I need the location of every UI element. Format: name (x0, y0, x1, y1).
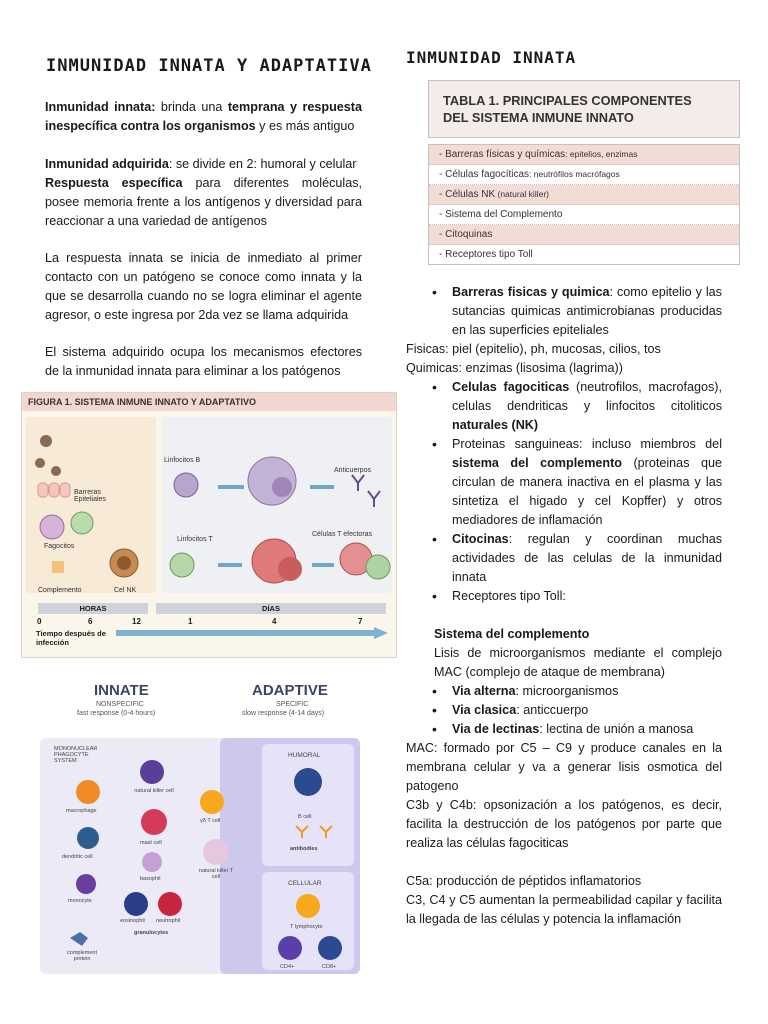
innate-sub2: fast response (0-4 hours) (77, 710, 156, 717)
term: naturales (NK) (452, 418, 539, 432)
text: : regulan y coordinan muchas actividades de las celulas de la inmunidad innata (452, 532, 722, 584)
adaptive-heading: ADAPTIVE (252, 682, 328, 699)
label-complemento: Complemento (38, 587, 82, 594)
table-1-header (428, 80, 740, 138)
label-cd8: CD8+ (322, 964, 337, 970)
row-term: - Citoquinas (439, 229, 493, 240)
text: : anticcuerpo (516, 703, 589, 717)
text: para diferentes moléculas, posee memoria frente a los antígenos y diversidad para reaccionar a una variedad de antígenos (45, 176, 362, 228)
term: Barreras fisicas y quimica (452, 285, 610, 299)
label-mono: MONONUCLEAR PHAGOCYTE SYSTEM (54, 746, 98, 764)
bullet-toll: • Receptores tipo Toll: (428, 587, 722, 606)
axis-tick-0: 0 (37, 617, 42, 626)
label-mast: mast cell (140, 840, 162, 846)
label-basophil: basophil (140, 876, 161, 882)
row-text: (natural killer) (495, 189, 549, 199)
label-monocyte: monocyte (68, 898, 92, 904)
table-row (429, 225, 739, 245)
via-item (428, 682, 722, 701)
figure-1-illustration (22, 415, 396, 595)
text: Proteinas sanguineas: incluso miembros del (452, 437, 722, 451)
table-1-title: TABLA 1. PRINCIPALES COMPONENTES DEL SISTEMA INMUNE INNATO (443, 93, 692, 125)
text: (neutrofilos, macrofagos), celulas dendriticas y linfocitos citoliticos (452, 380, 722, 413)
axis-tick-1: 1 (188, 617, 193, 626)
adaptive-sub2: slow response (4-14 days) (242, 710, 325, 717)
figure-1 (21, 392, 397, 658)
label-nkt: natural killer T cell (198, 868, 234, 880)
label-bcell: B cell (298, 814, 312, 820)
label-barreras: Barreras Epiteliales (74, 489, 106, 503)
row-term: - Sistema del Complemento (439, 209, 563, 220)
label-linfocitos-b: Linfocitos B (164, 457, 201, 464)
row-term: - Células NK (439, 189, 496, 200)
innate-sub1: NONSPECIFIC (96, 701, 144, 708)
label-celulas-t: Células T efectoras (312, 531, 373, 538)
term: Via clasica (452, 703, 517, 717)
right-title: INMUNIDAD INNATA (406, 48, 577, 67)
paragraph-respuesta: La respuesta innata se inicia de inmediato al primer contacto con un patógeno se conoce como innata y la que se desarrolla cuando no se logra eliminar el agente agresor, o este ingresa por 2da vez se llama adquirida (45, 251, 362, 322)
c3b-paragraph: C3b y C4b: opsonización a los patógenos, es decir, facilita la destrucción de los patógenos por parte que realiza las células fagociticas (406, 798, 722, 850)
text: (proteinas que circulan de manera inactiva en el plasma y las sintetiza el higado y cel Kopffer) y otros mediadores de inflamación (452, 456, 722, 527)
row-text: : epitelios, enzimas (565, 149, 638, 159)
term-adquirida: Inmunidad adquirida (45, 157, 169, 171)
text: : microorganismos (515, 684, 619, 698)
label-cd4: CD4+ (280, 964, 295, 970)
row-term: - Células fagocíticas (439, 169, 530, 180)
figure-2 (40, 676, 362, 976)
complemento-block (406, 625, 722, 682)
term: sistema del complemento (452, 456, 622, 470)
axis-tick-7: 7 (358, 617, 363, 626)
text: brinda una (155, 100, 228, 114)
mac-paragraph: MAC: formado por C5 – C9 y produce canales en la membrana celular y va a generar lisis osmotica del patogeno (406, 741, 722, 793)
table-row (429, 185, 739, 205)
label-cellular: CELLULAR (288, 880, 322, 887)
c3c4c5-paragraph: C3, C4 y C5 aumentan la permeabilidad capilar y facilita la llegada de las células y potencia la inflamación (406, 893, 722, 926)
axis-bar-dias: DÍAS (156, 603, 386, 614)
table-row (429, 205, 739, 225)
complemento-title: Sistema del complemento (434, 627, 590, 641)
bullet-citocinas (428, 530, 722, 587)
paragraph-innata (45, 98, 362, 136)
term: Citocinas (452, 532, 509, 546)
bullet-proteinas (428, 435, 722, 530)
paragraph-sistema-adquirido: El sistema adquirido ocupa los mecanismos efectores de la inmunidad innata para eliminar a los patógenos (45, 345, 362, 378)
left-title: INMUNIDAD INNATA Y ADAPTATIVA (46, 56, 372, 76)
label-gdt: γδ T cell (200, 818, 221, 824)
label-fagocitos: Fagocitos (44, 543, 75, 550)
label-dendritic: dendritic cell (62, 854, 93, 860)
row-term: - Barreras físicas y químicas (439, 149, 566, 160)
row-term: - Receptores tipo Toll (439, 249, 533, 260)
bullet-list-2 (428, 378, 722, 606)
label-linfocitos-t: Linfocitos T (177, 536, 213, 543)
axis-label: Tiempo después de infección (36, 629, 106, 647)
innate-heading: INNATE (94, 682, 149, 699)
via-item (428, 720, 722, 739)
quimicas-line: Quimicas: enzimas (lisosima (lagrima)) (406, 361, 623, 375)
label-antibodies: antibodies (290, 846, 318, 852)
c5a-line: C5a: producción de péptidos inflamatorios (406, 874, 642, 888)
label-tlymph: T lymphocyte (290, 924, 323, 930)
text: : como epitelio y las sutancias quimicas antimicrobianas producidas en las superficies epiteliales (452, 285, 722, 337)
label-granulocytes: granulocytes (134, 930, 169, 936)
axis-tick-12: 12 (132, 617, 141, 626)
table-row (429, 165, 739, 185)
emphasis: temprana y respuesta inespecífica contra los organismos (45, 100, 362, 133)
label-complement: complement protein (67, 950, 97, 962)
bullet-barreras (428, 283, 722, 340)
complemento-desc: Lisis de microorganismos mediante el complejo MAC (complejo de ataque de membrana) (434, 646, 722, 679)
term: Celulas fagociticas (452, 380, 570, 394)
right-text (406, 283, 722, 929)
via-item (428, 701, 722, 720)
paragraph-adquirida (45, 155, 362, 231)
row-text: : neutrófilos macrófagos (529, 169, 620, 179)
label-neutrophil: neutrophil (156, 918, 181, 924)
label-nk: natural killer cell (134, 788, 174, 794)
axis-tick-4: 4 (272, 617, 277, 626)
label-eosinophil: eosinophil (120, 918, 145, 924)
vias-list (428, 682, 722, 739)
label-anticuerpos: Anticuerpos (334, 467, 371, 474)
axis-tick-6: 6 (88, 617, 93, 626)
axis-bar-horas: HORAS (38, 603, 148, 614)
table-row (429, 145, 739, 165)
label-macrophage: macrophage (66, 808, 97, 814)
term: Via de lectinas (452, 722, 540, 736)
text: : lectina de unión a manosa (539, 722, 694, 736)
table-1-body (428, 144, 740, 265)
adaptive-sub1: SPECIFIC (276, 701, 309, 708)
text: : se divide en 2: humoral y celular (168, 157, 357, 171)
label-humoral: HUMORAL (288, 752, 321, 759)
term: Via alterna (452, 684, 516, 698)
table-row (429, 245, 739, 264)
bullet-list-1 (428, 283, 722, 340)
term-innata: Inmunidad innata: (45, 100, 156, 114)
text: y es más antiguo (255, 119, 355, 133)
fisicas-line: Fisicas: piel (epitelio), ph, mucosas, cilios, tos (406, 342, 661, 356)
emphasis: Respuesta específica (45, 176, 183, 190)
bullet-fagociticas (428, 378, 722, 435)
figure-1-title: FIGURA 1. SISTEMA INMUNE INNATO Y ADAPTATIVO (22, 393, 396, 411)
label-cel-nk: Cel NK (114, 587, 137, 594)
